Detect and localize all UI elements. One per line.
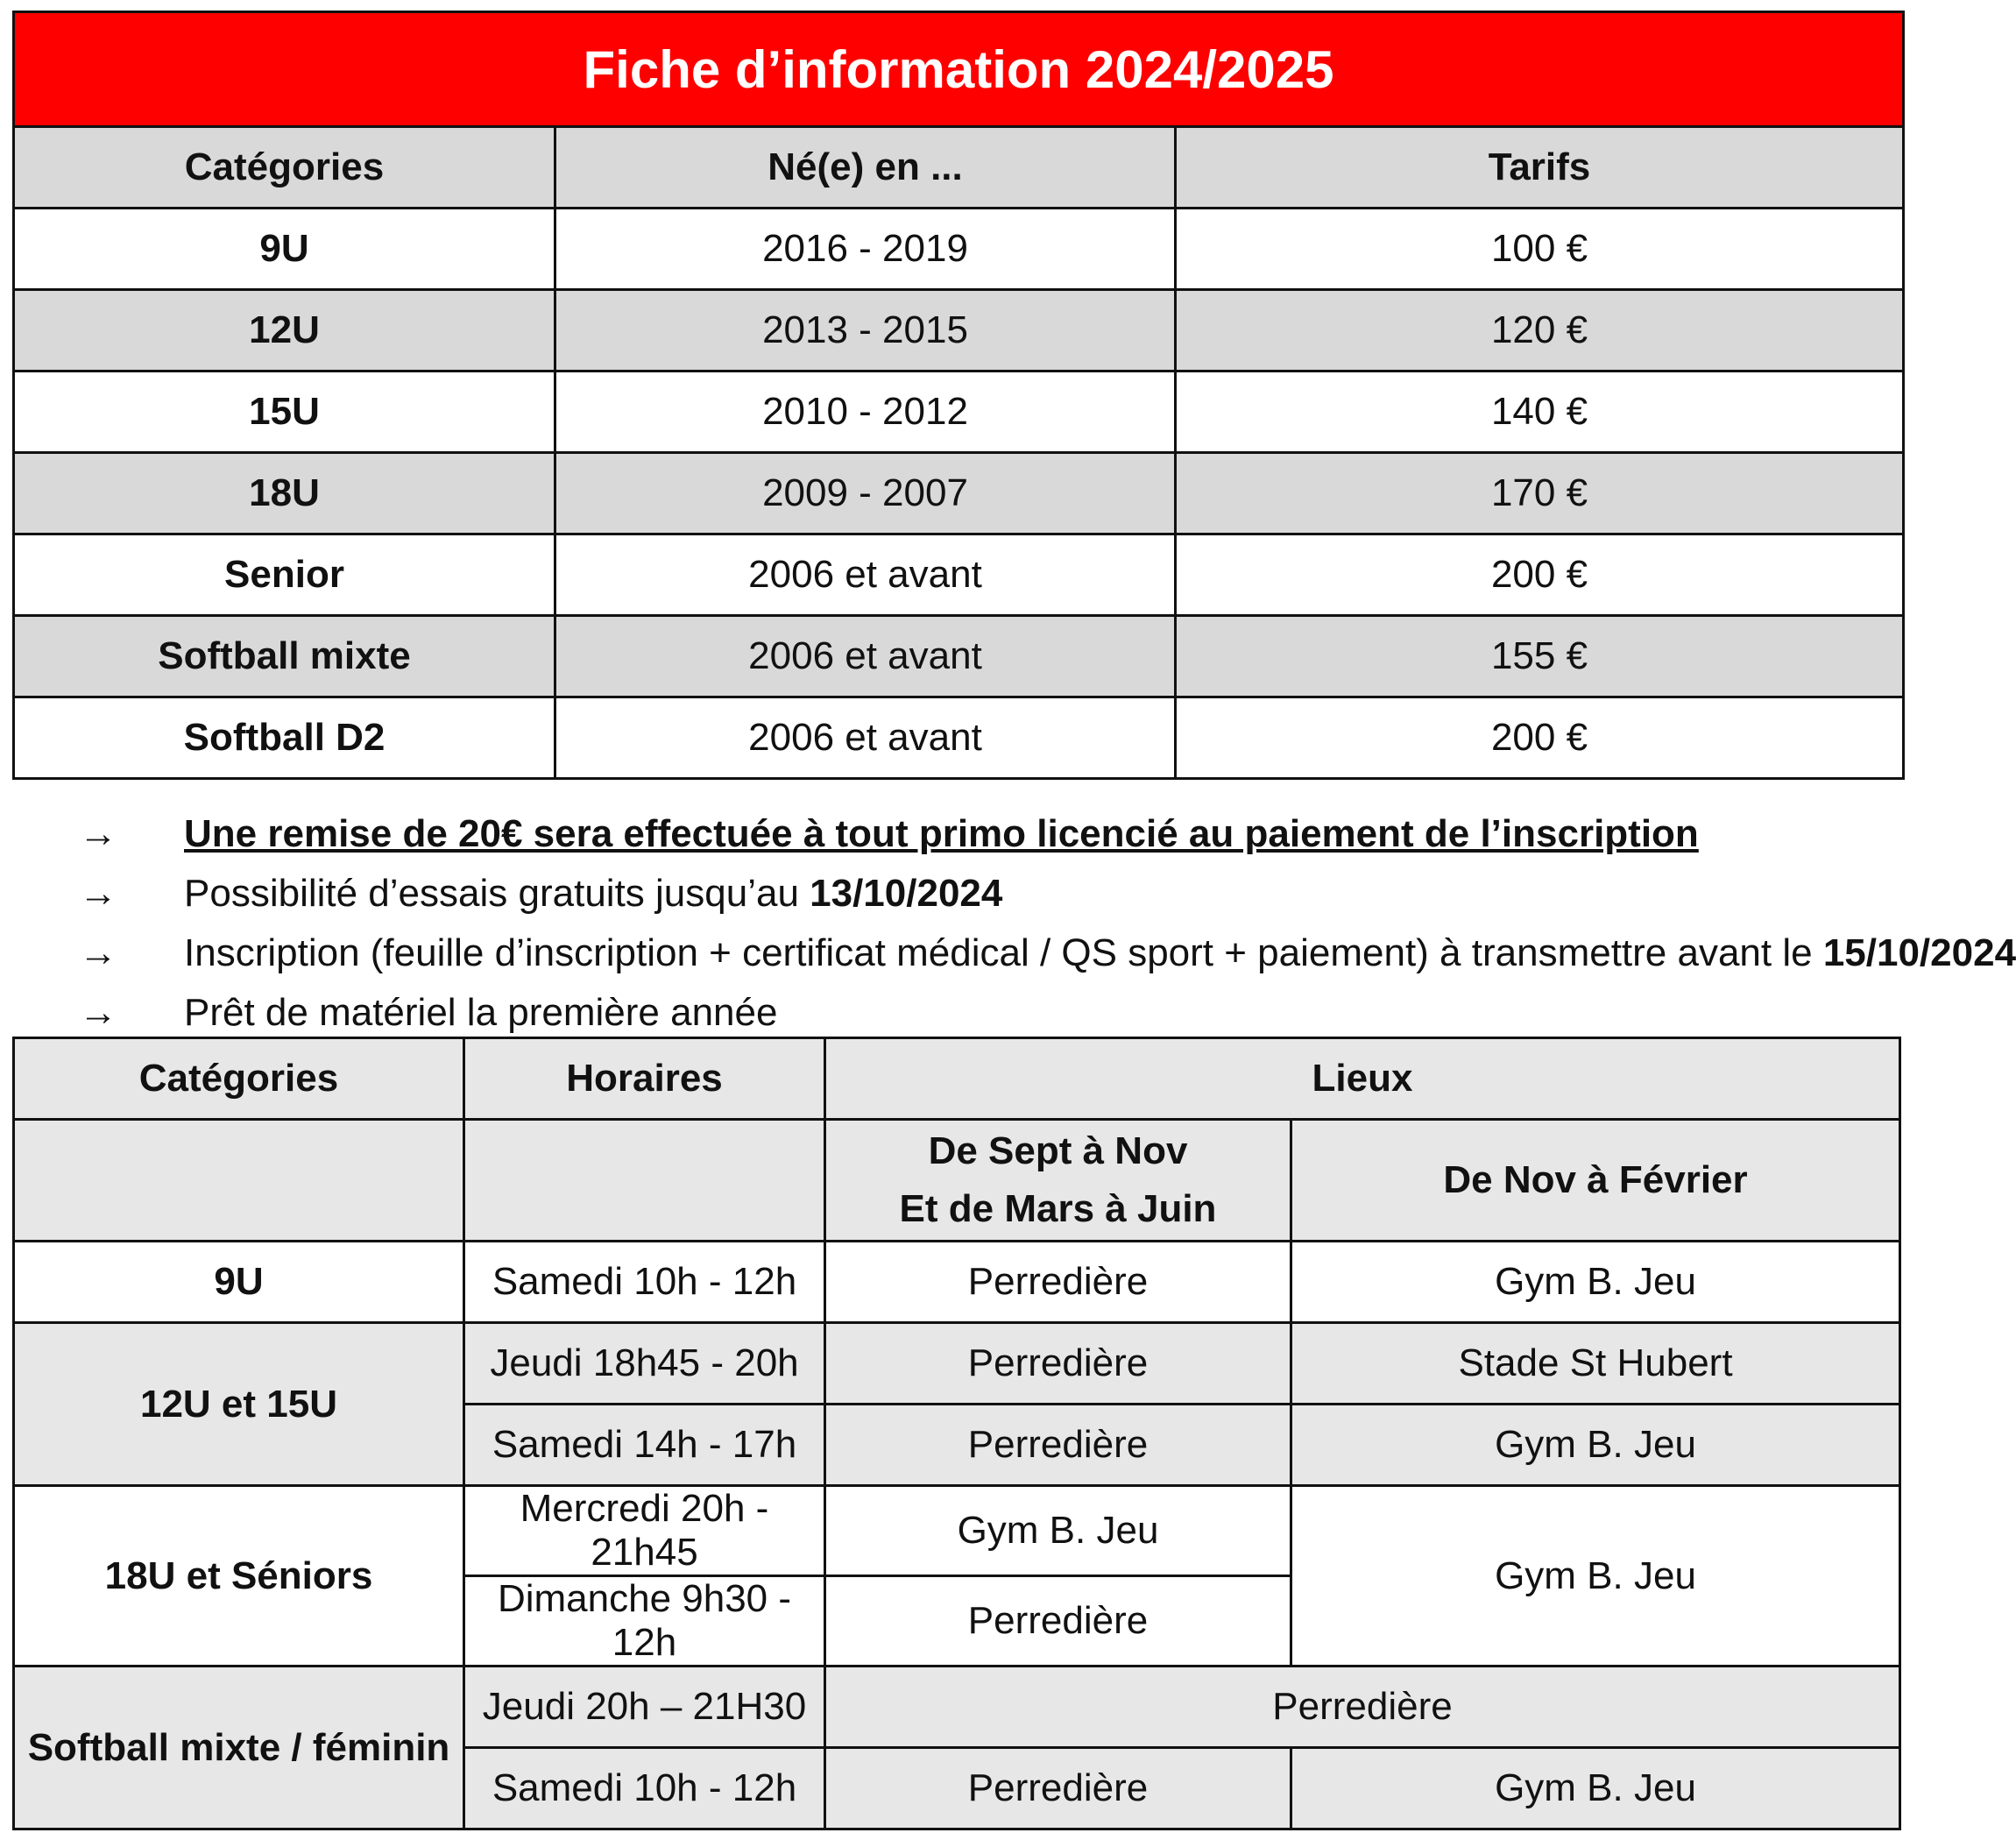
column-header-categories: Catégories [14, 127, 555, 209]
table-row [14, 534, 1904, 616]
page-title: Fiche d’information 2024/2025 [14, 12, 1904, 127]
note-equipment [0, 983, 1914, 1043]
schedule-header-row [14, 1038, 1900, 1120]
category-cell: 9U [14, 1242, 464, 1323]
table-row [14, 616, 1904, 697]
price-cell: 170 € [1176, 453, 1904, 534]
place-cell: Perredière [825, 1242, 1291, 1323]
arrow-right-icon: → [79, 931, 117, 974]
note-text [184, 864, 1002, 924]
table-row [14, 453, 1904, 534]
table-row [14, 372, 1904, 453]
born-cell: 2016 - 2019 [555, 209, 1176, 290]
tarifs-table [12, 11, 1905, 780]
note-text [184, 924, 2016, 983]
notes-list [0, 804, 2016, 1043]
place-cell: Stade St Hubert [1291, 1323, 1900, 1405]
price-cell: 140 € [1176, 372, 1904, 453]
arrow-right-icon: → [79, 812, 117, 855]
born-cell: 2009 - 2007 [555, 453, 1176, 534]
empty-cell [14, 1120, 464, 1242]
note-date: 13/10/2024 [810, 872, 1003, 915]
born-cell: 2006 et avant [555, 534, 1176, 616]
price-cell: 200 € [1176, 697, 1904, 779]
table-row [14, 1242, 1900, 1323]
hours-cell: Samedi 14h - 17h [464, 1405, 825, 1486]
note-text: Une remise de 20€ sera effectuée à tout primo licencié au paiement de l’inscription [184, 812, 1699, 855]
category-cell: 15U [14, 372, 555, 453]
place-cell: Perredière [825, 1576, 1291, 1667]
period-sept-june-header [825, 1120, 1291, 1242]
column-header-places: Lieux [825, 1038, 1900, 1120]
column-header-born: Né(e) en ... [555, 127, 1176, 209]
price-cell: 155 € [1176, 616, 1904, 697]
table-row [14, 1323, 1900, 1405]
category-cell: 18U [14, 453, 555, 534]
place-cell: Perredière [825, 1323, 1291, 1405]
place-cell: Perredière [825, 1667, 1900, 1748]
price-cell: 120 € [1176, 290, 1904, 372]
hours-cell: Dimanche 9h30 - 12h [464, 1576, 825, 1667]
born-cell: 2006 et avant [555, 616, 1176, 697]
note-trials [0, 864, 1914, 924]
empty-cell [464, 1120, 825, 1242]
hours-cell: Jeudi 20h – 21H30 [464, 1667, 825, 1748]
schedule-table [12, 1037, 1901, 1830]
category-cell: Senior [14, 534, 555, 616]
born-cell: 2013 - 2015 [555, 290, 1176, 372]
table-row [14, 290, 1904, 372]
table-row [14, 697, 1904, 779]
place-cell: Gym B. Jeu [1291, 1405, 1900, 1486]
note-date: 15/10/2024 [1822, 931, 2016, 974]
hours-cell: Samedi 10h - 12h [464, 1242, 825, 1323]
category-cell: Softball mixte / féminin [14, 1667, 464, 1829]
price-cell: 200 € [1176, 534, 1904, 616]
period-nov-feb-header: De Nov à Février [1291, 1120, 1900, 1242]
note-body: Inscription (feuille d’inscription + certificat médical / QS sport + paiement) à transmettre avant le [184, 931, 1823, 974]
category-cell: 18U et Séniors [14, 1486, 464, 1667]
note-discount [0, 804, 1914, 864]
place-cell: Gym B. Jeu [1291, 1486, 1900, 1667]
hours-cell: Mercredi 20h - 21h45 [464, 1486, 825, 1576]
place-cell: Perredière [825, 1748, 1291, 1829]
born-cell: 2006 et avant [555, 697, 1176, 779]
place-cell: Gym B. Jeu [1291, 1242, 1900, 1323]
category-cell: 9U [14, 209, 555, 290]
category-cell: 12U et 15U [14, 1323, 464, 1486]
column-header-hours: Horaires [464, 1038, 825, 1120]
place-cell: Gym B. Jeu [1291, 1748, 1900, 1829]
arrow-right-icon: → [79, 872, 117, 915]
category-cell: 12U [14, 290, 555, 372]
period-line: Et de Mars à Juin [899, 1187, 1217, 1230]
hours-cell: Jeudi 18h45 - 20h [464, 1323, 825, 1405]
column-header-tarifs: Tarifs [1176, 127, 1904, 209]
category-cell: Softball mixte [14, 616, 555, 697]
table-row [14, 1486, 1900, 1576]
note-text: Prêt de matériel la première année [184, 991, 778, 1034]
table-row [14, 1667, 1900, 1748]
note-body: Possibilité d’essais gratuits jusqu’au [184, 872, 810, 915]
born-cell: 2010 - 2012 [555, 372, 1176, 453]
schedule-subheader-row [14, 1120, 1900, 1242]
place-cell: Gym B. Jeu [825, 1486, 1291, 1576]
arrow-right-icon: → [79, 991, 117, 1034]
table-row [14, 209, 1904, 290]
category-cell: Softball D2 [14, 697, 555, 779]
hours-cell: Samedi 10h - 12h [464, 1748, 825, 1829]
column-header-categories: Catégories [14, 1038, 464, 1120]
place-cell: Perredière [825, 1405, 1291, 1486]
period-line: De Sept à Nov [928, 1129, 1188, 1172]
tarifs-header-row [14, 127, 1904, 209]
price-cell: 100 € [1176, 209, 1904, 290]
note-registration [0, 924, 2016, 983]
